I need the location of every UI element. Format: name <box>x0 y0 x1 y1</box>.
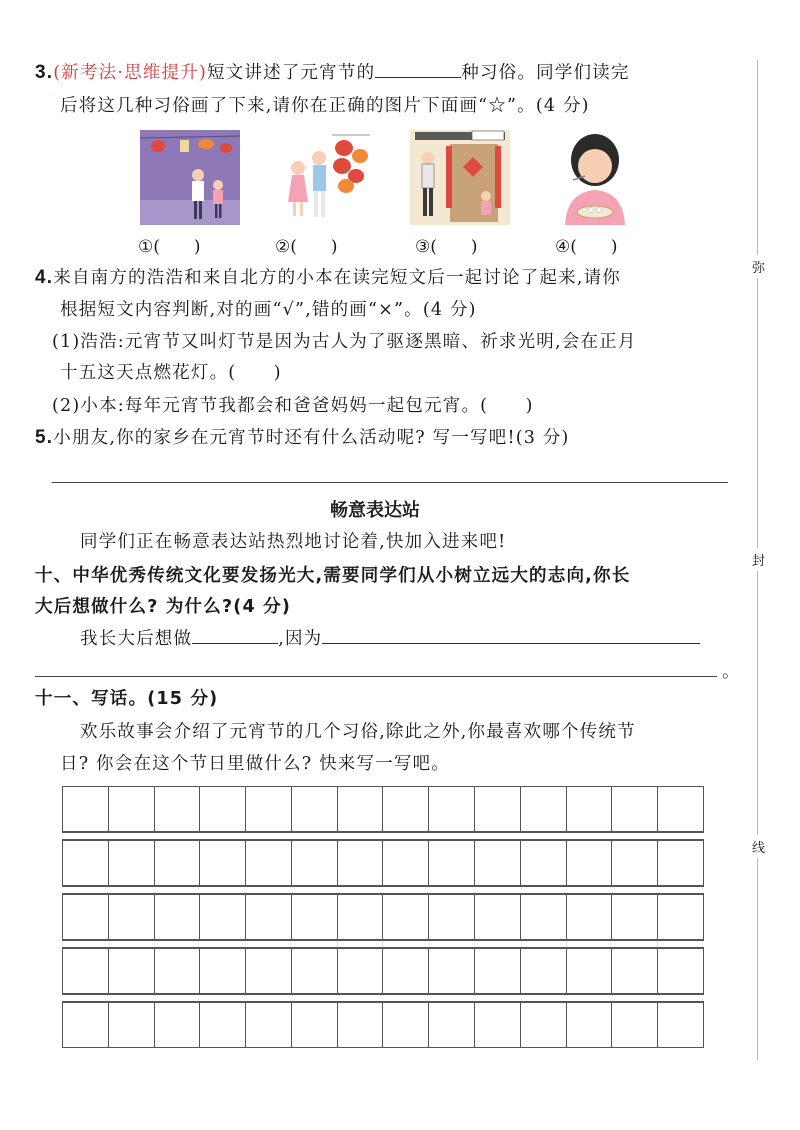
q3-line1 <box>35 60 630 85</box>
q5-line <box>35 426 570 450</box>
q10-fill-b: ,因为 <box>278 629 323 649</box>
section-title: 畅意表达站 <box>330 500 420 521</box>
q4-text1: 来自南方的浩浩和来自北方的小本在读完短文后一起讨论了起来,请你 <box>53 268 622 288</box>
q10-job-blank[interactable] <box>192 626 278 644</box>
q4-statement2[interactable]: (2)小本:每年元宵节我都会和爸爸妈妈一起包元宵。( ) <box>52 396 534 416</box>
writing-grid-row[interactable] <box>62 894 704 940</box>
q10-line1: 十、中华优秀传统文化要发扬光大,需要同学们从小树立远大的志向,你长 <box>35 566 631 586</box>
q3-option-2[interactable]: ②( ) <box>275 237 338 257</box>
writing-grid-gap <box>62 940 704 948</box>
picture-lantern-night <box>140 130 240 225</box>
q3-text-b: 种习俗。同学们读完 <box>461 63 630 83</box>
q3-answer-blank[interactable] <box>375 60 461 78</box>
q3-tag: (新考法·思维提升) <box>53 63 207 83</box>
q11-title: 十一、写话。(15 分) <box>35 689 219 709</box>
q5-text: 小朋友,你的家乡在元宵节时还有什么活动呢? 写一写吧!(3 分) <box>53 428 570 448</box>
section-intro: 同学们正在畅意表达站热烈地讨论着,快加入进来吧! <box>80 532 507 552</box>
q10-end-mark: 。 <box>722 662 741 682</box>
q4-number: 4. <box>35 267 54 288</box>
q10-fill-line <box>80 626 700 651</box>
q3-number: 3. <box>35 62 54 83</box>
writing-grid-row[interactable] <box>62 1002 704 1048</box>
writing-grid-gap <box>62 886 704 894</box>
writing-grid-gap <box>62 832 704 840</box>
q4-line1 <box>35 266 621 290</box>
q3-option-3[interactable]: ③( ) <box>415 237 478 257</box>
q5-answer-line[interactable] <box>52 482 728 483</box>
q3-text-a: 短文讲述了元宵节的 <box>206 63 376 83</box>
writing-grid-row[interactable] <box>62 786 704 832</box>
q4-statement1-line1: (1)浩浩:元宵节又叫灯节是因为古人为了驱逐黑暗、祈求光明,会在正月 <box>52 332 637 352</box>
q10-reason-line2[interactable] <box>35 676 717 677</box>
q4-line2: 根据短文内容判断,对的画“√”,错的画“×”。(4 分) <box>60 300 477 320</box>
q11-line2: 日? 你会在这个节日里做什么? 快来写一写吧。 <box>60 754 450 774</box>
seal-mark-xian: 线 <box>752 835 765 858</box>
picture-eating-yuanxiao <box>543 130 643 225</box>
q3-option-1[interactable]: ①( ) <box>138 237 201 257</box>
q5-number: 5. <box>35 427 54 448</box>
writing-grid-gap <box>62 994 704 1002</box>
q4-statement1-line2[interactable]: 十五这天点燃花灯。( ) <box>60 363 282 383</box>
writing-grid-row[interactable] <box>62 840 704 886</box>
writing-grid-row[interactable] <box>62 948 704 994</box>
q3-option-4[interactable]: ④( ) <box>555 237 618 257</box>
seal-mark-feng: 封 <box>752 548 765 571</box>
seal-mark-mi: 弥 <box>752 255 765 278</box>
picture-lantern-children <box>272 130 372 225</box>
q10-line2: 大后想做什么? 为什么?(4 分) <box>35 597 292 617</box>
q11-line1: 欢乐故事会介绍了元宵节的几个习俗,除此之外,你最喜欢哪个传统节 <box>80 722 636 742</box>
q10-fill-a: 我长大后想做 <box>80 629 193 649</box>
q3-line2: 后将这几种习俗画了下来,请你在正确的图片下面画“☆”。(4 分) <box>60 96 590 116</box>
q10-reason-blank[interactable] <box>322 626 700 644</box>
picture-door-couplets <box>410 130 510 225</box>
